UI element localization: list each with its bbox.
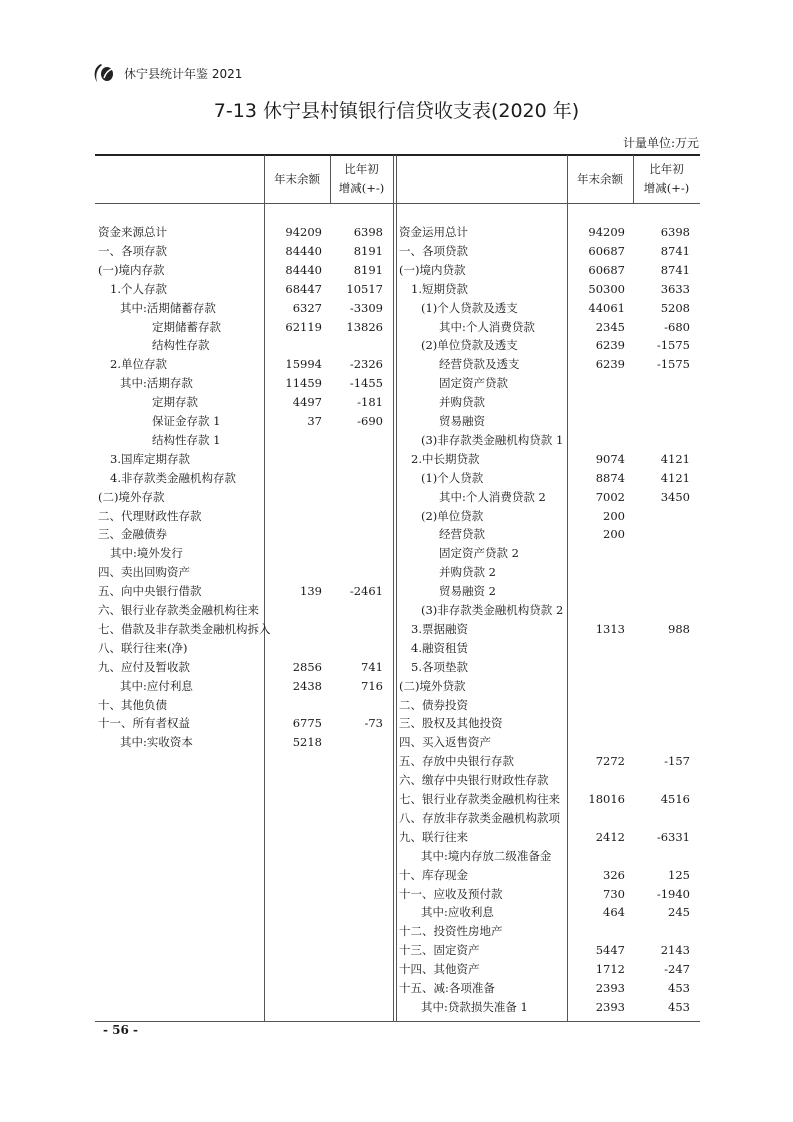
row-label: 十四、其他资产: [399, 962, 480, 977]
row-label: 1.个人存款: [110, 281, 167, 296]
table-top-rule: [95, 154, 700, 156]
change-from-year-start: 453: [668, 999, 690, 1014]
row-label: (3)非存款类金融机构贷款 2: [421, 603, 564, 617]
row-label: 四、买入返售资产: [399, 735, 491, 750]
row-label: 其中:个人消费贷款: [439, 319, 535, 334]
row-label: 其中:实收资本: [120, 735, 193, 750]
year-end-balance: 6327: [292, 300, 322, 315]
year-end-balance: 8874: [595, 470, 625, 485]
year-end-balance: 68447: [285, 281, 322, 296]
year-end-balance: 9074: [595, 451, 625, 466]
row-label: 贸易融资: [439, 414, 485, 428]
year-end-balance: 5447: [595, 943, 625, 958]
change-from-year-start: 988: [668, 621, 690, 636]
change-from-year-start: 453: [668, 981, 690, 995]
row-label: 二、代理财政性存款: [98, 508, 202, 523]
row-label: 贸易融资 2: [439, 584, 496, 599]
col-header-change: [633, 160, 700, 198]
row-label: 并购贷款 2: [439, 565, 496, 580]
year-end-balance: 84440: [285, 262, 322, 277]
change-from-year-start: -181: [357, 395, 383, 410]
row-label: (一)境内贷款: [399, 262, 466, 277]
row-label: 资金来源总计: [98, 225, 167, 239]
row-label: 其中:贷款损失准备 1: [421, 999, 528, 1014]
column-divider: [396, 155, 397, 1021]
row-label: (1)个人贷款及透支: [421, 300, 518, 315]
year-end-balance: 730: [603, 886, 625, 901]
row-label: 七、借款及非存款类金融机构拆入: [98, 621, 271, 636]
change-from-year-start: 125: [668, 867, 690, 882]
row-label: 三、金融债券: [98, 527, 167, 542]
year-end-balance: 1313: [595, 621, 625, 636]
row-label: 4.融资租赁: [411, 640, 468, 655]
row-label: 3.国库定期存款: [110, 451, 190, 466]
col-header-change-line1: 比年初: [344, 162, 379, 176]
year-end-balance: 84440: [285, 243, 322, 258]
column-divider: [393, 155, 394, 1021]
row-label: 一、各项存款: [98, 243, 167, 258]
row-label: 五、向中央银行借款: [98, 584, 202, 599]
row-label: (1)个人贷款: [421, 470, 484, 485]
year-end-balance: 2438: [292, 678, 322, 693]
year-end-balance: 2393: [595, 981, 625, 995]
year-end-balance: 2412: [595, 829, 625, 844]
change-from-year-start: 8191: [353, 262, 383, 277]
row-label: 九、应付及暂收款: [98, 659, 190, 674]
year-end-balance: 18016: [588, 792, 625, 806]
change-from-year-start: -2461: [349, 584, 383, 599]
row-label: 六、缴存中央银行财政性存款: [399, 773, 549, 788]
row-label: 固定资产贷款 2: [439, 546, 519, 561]
row-label: 其中:应付利息: [120, 678, 193, 693]
change-from-year-start: -73: [364, 716, 383, 731]
page-number: - 56 -: [103, 1023, 139, 1037]
change-from-year-start: 8741: [660, 243, 690, 258]
year-end-balance: 6239: [595, 338, 625, 353]
change-from-year-start: -3309: [349, 300, 383, 315]
change-from-year-start: 8191: [353, 243, 383, 258]
row-label: 2.中长期贷款: [411, 451, 480, 466]
change-from-year-start: 741: [361, 659, 383, 674]
row-label: 一、各项贷款: [399, 243, 468, 258]
year-end-balance: 326: [603, 867, 625, 882]
row-label: 其中:境外发行: [110, 546, 183, 561]
running-header: [92, 62, 242, 84]
row-label: (二)境外贷款: [399, 678, 466, 693]
row-label: 1.短期贷款: [411, 281, 468, 296]
year-end-balance: 200: [603, 508, 625, 523]
col-header-year-end: 年末余额: [577, 172, 623, 186]
col-header-change: [330, 160, 393, 198]
change-from-year-start: 6398: [353, 225, 383, 239]
row-label: 固定资产贷款: [439, 376, 508, 391]
change-from-year-start: -157: [664, 754, 690, 769]
year-end-balance: 50300: [588, 281, 625, 296]
year-end-balance: 2856: [292, 659, 322, 674]
change-from-year-start: -1940: [656, 886, 690, 901]
year-end-balance: 94209: [285, 225, 322, 239]
row-label: (3)非存款类金融机构贷款 1: [421, 432, 564, 447]
change-from-year-start: 245: [668, 905, 690, 920]
row-label: (2)单位贷款及透支: [421, 338, 518, 353]
row-label: 六、银行业存款类金融机构往来: [98, 603, 259, 617]
change-from-year-start: -247: [664, 962, 690, 977]
row-label: 3.票据融资: [411, 621, 468, 636]
row-label: (二)境外存款: [98, 489, 165, 504]
change-from-year-start: 2143: [660, 943, 690, 958]
change-from-year-start: 3450: [660, 489, 690, 504]
row-label: 4.非存款类金融机构存款: [110, 470, 236, 485]
row-label: 保证金存款 1: [152, 414, 221, 428]
change-from-year-start: 4516: [660, 792, 690, 806]
row-label: 七、银行业存款类金融机构往来: [399, 792, 560, 806]
year-end-balance: 7272: [595, 754, 625, 769]
change-from-year-start: -6331: [656, 829, 690, 844]
change-from-year-start: -1575: [656, 338, 690, 353]
col-header-change-line1: 比年初: [649, 162, 684, 176]
change-from-year-start: 6398: [660, 225, 690, 239]
year-end-balance: 37: [307, 414, 322, 428]
row-label: 并购贷款: [439, 395, 485, 410]
year-end-balance: 6239: [595, 357, 625, 372]
row-label: 九、联行往来: [399, 829, 468, 844]
row-label: 定期储蓄存款: [152, 319, 221, 334]
row-label: 结构性存款: [152, 338, 210, 353]
change-from-year-start: 4121: [660, 470, 690, 485]
year-end-balance: 5218: [292, 735, 322, 750]
row-label: 十二、投资性房地产: [399, 924, 503, 939]
row-label: 二、债券投资: [399, 697, 468, 712]
change-from-year-start: 4121: [660, 451, 690, 466]
year-end-balance: 94209: [588, 225, 625, 239]
row-label: 十五、减:各项准备: [399, 981, 495, 995]
row-label: 经营贷款及透支: [439, 357, 520, 372]
row-label: (一)境内存款: [98, 262, 165, 277]
row-label: 五、存放中央银行存款: [399, 754, 514, 769]
change-from-year-start: -680: [664, 319, 690, 334]
row-label: 2.单位存款: [110, 357, 167, 372]
year-end-balance: 1712: [595, 962, 625, 977]
row-label: 资金运用总计: [399, 225, 468, 239]
change-from-year-start: -2326: [349, 357, 383, 372]
change-from-year-start: -1575: [656, 357, 690, 372]
row-label: 十一、所有者权益: [98, 716, 190, 731]
change-from-year-start: -690: [357, 414, 383, 428]
row-label: 八、存放非存款类金融机构款项: [399, 810, 560, 825]
year-end-balance: 44061: [588, 300, 625, 315]
row-label: 定期存款: [152, 395, 198, 410]
change-from-year-start: 3633: [660, 281, 690, 296]
page-title: 7-13 休宁县村镇银行信贷收支表(2020 年): [213, 100, 580, 122]
year-end-balance: 464: [603, 905, 625, 920]
change-from-year-start: 5208: [660, 300, 690, 315]
year-end-balance: 6775: [292, 716, 322, 731]
row-label: (2)单位贷款: [421, 508, 484, 523]
row-label: 其中:活期存款: [120, 376, 193, 391]
change-from-year-start: 10517: [346, 281, 383, 296]
row-label: 四、卖出回购资产: [98, 565, 190, 580]
year-end-balance: 2345: [595, 319, 625, 334]
row-label: 十、库存现金: [399, 867, 468, 882]
year-end-balance: 11459: [285, 376, 322, 391]
row-label: 其中:境内存放二级准备金: [421, 848, 552, 863]
header-rule: [95, 203, 700, 204]
book-title: 休宁县统计年鉴 2021: [124, 66, 243, 81]
change-from-year-start: 716: [361, 678, 383, 693]
row-label: 十三、固定资产: [399, 943, 480, 958]
row-label: 其中:活期储蓄存款: [120, 300, 216, 315]
row-label: 其中:个人消费贷款 2: [439, 489, 546, 504]
year-end-balance: 4497: [292, 395, 322, 410]
row-label: 十、其他负债: [98, 697, 167, 712]
year-end-balance: 60687: [588, 262, 625, 277]
col-header-change-line2: 增减(+-): [643, 181, 690, 195]
col-header-year-end: 年末余额: [274, 172, 320, 186]
change-from-year-start: 8741: [660, 262, 690, 277]
row-label: 其中:应收利息: [421, 905, 494, 920]
table-bottom-rule: [95, 1021, 700, 1022]
change-from-year-start: -1455: [349, 376, 383, 391]
row-label: 结构性存款 1: [152, 432, 221, 447]
col-header-change-line2: 增减(+-): [338, 181, 385, 195]
year-end-balance: 60687: [588, 243, 625, 258]
change-from-year-start: 13826: [346, 319, 383, 334]
row-label: 三、股权及其他投资: [399, 716, 503, 731]
year-end-balance: 15994: [285, 357, 322, 372]
row-label: 5.各项垫款: [411, 659, 468, 674]
row-label: 八、联行往来(净): [98, 640, 188, 655]
year-end-balance: 139: [300, 584, 322, 599]
unit-label: 计量单位:万元: [622, 136, 699, 150]
year-end-balance: 7002: [595, 489, 625, 504]
yearbook-logo-icon: [92, 62, 118, 84]
row-label: 十一、应收及预付款: [399, 886, 503, 901]
year-end-balance: 200: [603, 527, 625, 542]
year-end-balance: 2393: [595, 999, 625, 1014]
year-end-balance: 62119: [285, 319, 322, 334]
row-label: 经营贷款: [439, 527, 485, 542]
